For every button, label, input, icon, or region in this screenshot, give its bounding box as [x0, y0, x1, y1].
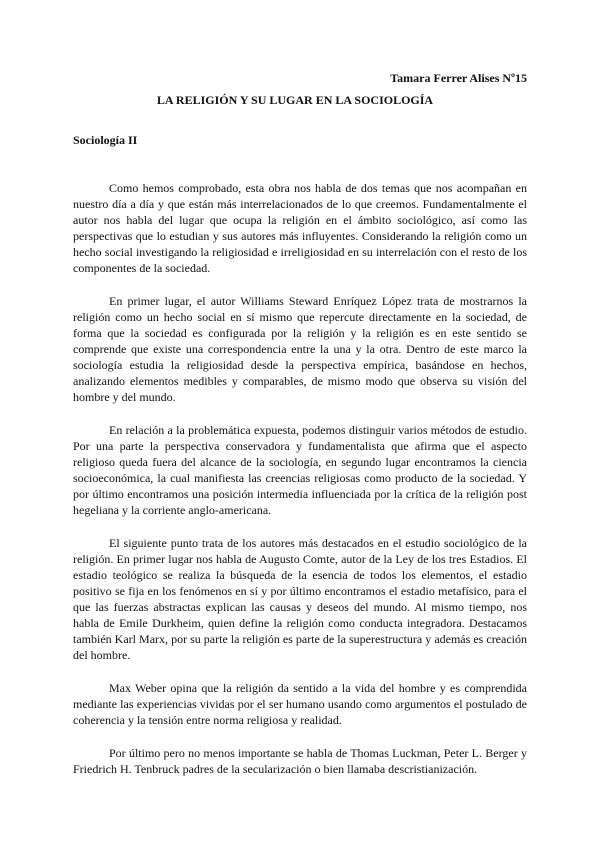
paragraph-max-weber: Max Weber opina que la religión da sentido a la vida del hombre y es comprendida mediante las experiencias vividas por el ser humano usando como argumentos el postulado de coherencia y la tensión entre norma religiosa y realidad. [73, 681, 527, 727]
document-title: LA RELIGIÓN Y SU LUGAR EN LA SOCIOLOGÍA [156, 93, 434, 107]
author-line: Tamara Ferrer Alises Nº15 [390, 71, 527, 85]
paragraph-study-methods: En relación a la problemática expuesta, podemos distinguir varios métodos de estudio. Por una parte la perspectiva conservadora y fundamentalista que afirma que el aspecto religioso queda fuera del alcance de la sociología, en segundo lugar encontramos la ciencia socioeconómica, la cual manifiesta las creencias religiosas como producto de la sociedad. Y por último encontramos una posición intermedia influenciada por la crítica de la religión post hegeliana y la corriente anglo-americana. [73, 423, 527, 517]
document-page [73, 71, 527, 794]
paragraph-religion-social-fact: En primer lugar, el autor Williams Steward Enríquez López trata de mostrarnos la religión como un hecho social en sí mismo que repercute directamente en la sociedad, de forma que la sociedad es configurada por la religión y la religión es en este sentido se comprende que existe una correspondencia entre la una y la otra. Dentro de este marco la sociología estudia la religiosidad desde la perspectiva empírica, basándose en hechos, analizando elementos medibles y comparables, de mismo modo que observa su visión del hombre y del mundo. [73, 294, 527, 404]
paragraph-introduction: Como hemos comprobado, esta obra nos habla de dos temas que nos acompañan en nuestro día a día y que están más interrelacionados de lo que creemos. Fundamentalmente el autor nos habla del lugar que ocupa la religión en el ámbito sociológico, así como las perspectivas que lo estudian y sus autores más influyentes. Considerando la religión como un hecho social investigando la religiosidad e irreligiosidad en su interrelación con el resto de los componentes de la sociedad. [73, 181, 527, 275]
paragraph-key-authors: El siguiente punto trata de los autores más destacados en el estudio sociológico de la religión. En primer lugar nos habla de Augusto Comte, autor de la Ley de los tres Estadios. El estadio teológico se realiza la búsqueda de la esencia de todos los elementos, el estadio positivo se fija en los fenómenos en sí y por último encontramos el estadio metafísico, para el que las fuerzas abstractas explican las causas y deseos del mundo. Al mismo tiempo, nos habla de Emile Durkheim, quien define la religión como conducta integradora. Destacamos también Karl Marx, por su parte la religión es parte de la superestructura y además es creación del hombre. [73, 536, 527, 662]
subject-heading: Sociología II [73, 133, 138, 147]
paragraph-secularization: Por último pero no menos importante se habla de Thomas Luckman, Peter L. Berger y Friedrich H. Tenbruck padres de la secularización o bien llamaba descristianización. [73, 746, 527, 776]
document-body [73, 180, 527, 777]
